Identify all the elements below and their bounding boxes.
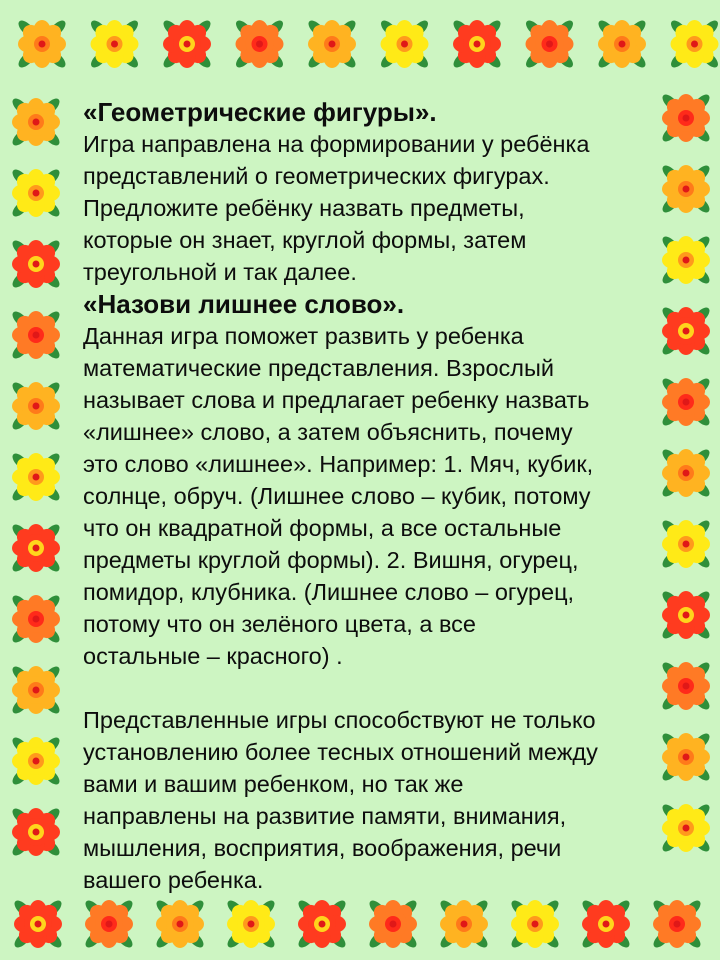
text-line: Данная игра поможет развить у ребенка [83,323,524,349]
flower-icon [10,522,62,574]
flower-icon [154,898,206,950]
flower-icon [16,18,68,70]
flower-icon [10,806,62,858]
flower-icon [10,664,62,716]
flower-icon [12,898,64,950]
paragraph-conclusion [83,704,673,896]
text-line: потому что он зелёного цвета, а все [83,611,476,637]
paragraph-gap [83,672,673,704]
flower-icon [580,898,632,950]
flower-icon [10,309,62,361]
text-line: помидор, клубника. (Лишнее слово – огурец, [83,579,575,605]
flower-icon [438,898,490,950]
flower-icon [225,898,277,950]
flower-icon [668,18,720,70]
flower-icon [83,898,135,950]
text-line: мышления, восприятия, воображения, речи [83,835,562,861]
document-body [83,96,673,896]
text-line: «лишнее» слово, а затем объяснить, почему [83,419,573,445]
flower-icon [161,18,213,70]
text-line: Представленные игры способствуют не только [83,707,596,733]
paragraph-geometric-shapes [83,128,673,288]
flower-icon [523,18,575,70]
text-line: это слово «лишнее». Например: 1. Мяч, кубик, [83,451,594,477]
flower-icon [596,18,648,70]
flower-icon [10,593,62,645]
text-line: вами и вашим ребенком, но так же [83,771,464,797]
flower-icon [233,18,285,70]
text-line: предметы круглой формы). 2. Вишня, огурец, [83,547,579,573]
text-line: вашего ребенка. [83,867,264,893]
text-line: математические представления. Взрослый [83,355,555,381]
text-line: солнце, обруч. (Лишнее слово – кубик, потому [83,483,591,509]
flower-icon [10,451,62,503]
heading-geometric-shapes: «Геометрические фигуры». [83,97,437,127]
text-line: направлены на развитие памяти, внимания, [83,803,567,829]
flower-icon [451,18,503,70]
flower-icon [306,18,358,70]
flower-icon [10,238,62,290]
flower-icon [10,167,62,219]
flower-icon [10,96,62,148]
text-line: что он квадратной формы, а все остальные [83,515,562,541]
flower-icon [88,18,140,70]
text-line: треугольной и так далее. [83,259,357,285]
flower-icon [378,18,430,70]
flower-icon [10,735,62,787]
flower-icon [10,380,62,432]
text-line: Игра направлена на формировании у ребёнка [83,131,590,157]
text-line: остальные – красного) . [83,643,343,669]
heading-odd-word: «Назови лишнее слово». [83,289,405,319]
flower-icon [651,898,703,950]
flower-icon [367,898,419,950]
flower-icon [509,898,561,950]
text-line: которые он знает, круглой формы, затем [83,227,527,253]
text-line: называет слова и предлагает ребенку назвать [83,387,590,413]
paragraph-odd-word [83,320,673,672]
text-line: установлению более тесных отношений между [83,739,598,765]
text-line: Предложите ребёнку назвать предметы, [83,195,525,221]
text-line: представлений о геометрических фигурах. [83,163,550,189]
flower-icon [296,898,348,950]
